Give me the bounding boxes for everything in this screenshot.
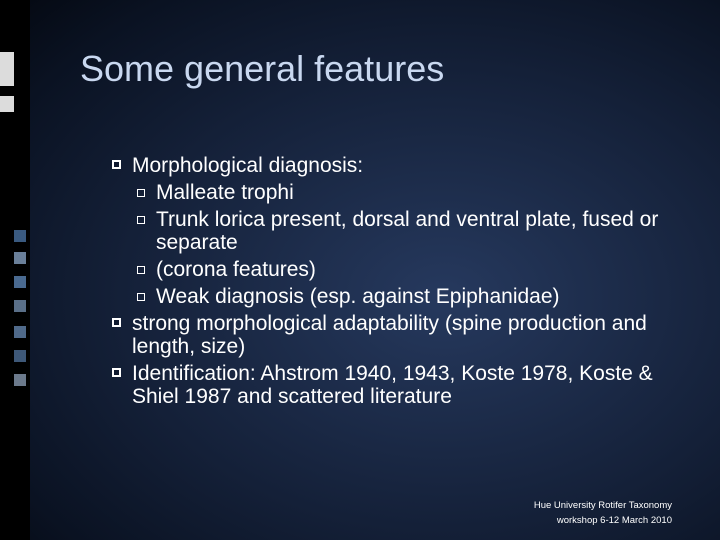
square-bullet-icon — [112, 160, 122, 170]
decoration-square — [14, 350, 26, 362]
sub-bullet-item — [112, 181, 692, 204]
bullet-item — [112, 154, 692, 177]
decoration-square — [14, 374, 26, 386]
sub-bullet-text: (corona features) — [156, 258, 316, 281]
footer-line: workshop 6-12 March 2010 — [556, 515, 672, 526]
bullet-list — [112, 154, 692, 412]
sub-bullet-item — [112, 285, 692, 308]
square-bullet-icon — [112, 318, 122, 328]
decoration-square — [14, 300, 26, 312]
decoration-square — [14, 326, 26, 338]
bullet-item — [112, 362, 692, 408]
slide-footer — [534, 498, 672, 528]
sub-bullet-text: Weak diagnosis (esp. against Epiphanidae) — [156, 285, 560, 308]
sub-bullet-text: Trunk lorica present, dorsal and ventral plate, fused or separate — [156, 208, 659, 254]
decoration-block — [0, 96, 14, 112]
hollow-square-bullet-icon — [137, 266, 145, 274]
footer-line: Hue University Rotifer Taxonomy — [533, 500, 672, 511]
decoration-block — [0, 52, 14, 86]
decoration-square — [14, 276, 26, 288]
decoration-square — [14, 252, 26, 264]
bullet-text: Identification: Ahstrom 1940, 1943, Koste 1978, Koste & Shiel 1987 and scattered literature — [132, 362, 653, 408]
bullet-item — [112, 312, 692, 358]
decoration-square — [14, 230, 26, 242]
bullet-text: strong morphological adaptability (spine production and length, size) — [132, 312, 647, 358]
left-decoration-bar — [0, 0, 14, 540]
bullet-text: Morphological diagnosis: — [132, 154, 364, 177]
hollow-square-bullet-icon — [137, 293, 145, 301]
hollow-square-bullet-icon — [137, 216, 145, 224]
square-bullet-icon — [112, 368, 122, 378]
sub-bullet-text: Malleate trophi — [156, 181, 294, 204]
sub-bullet-item — [112, 258, 692, 281]
slide-title: Some general features — [80, 48, 445, 89]
sub-bullet-item — [112, 208, 692, 254]
hollow-square-bullet-icon — [137, 189, 145, 197]
